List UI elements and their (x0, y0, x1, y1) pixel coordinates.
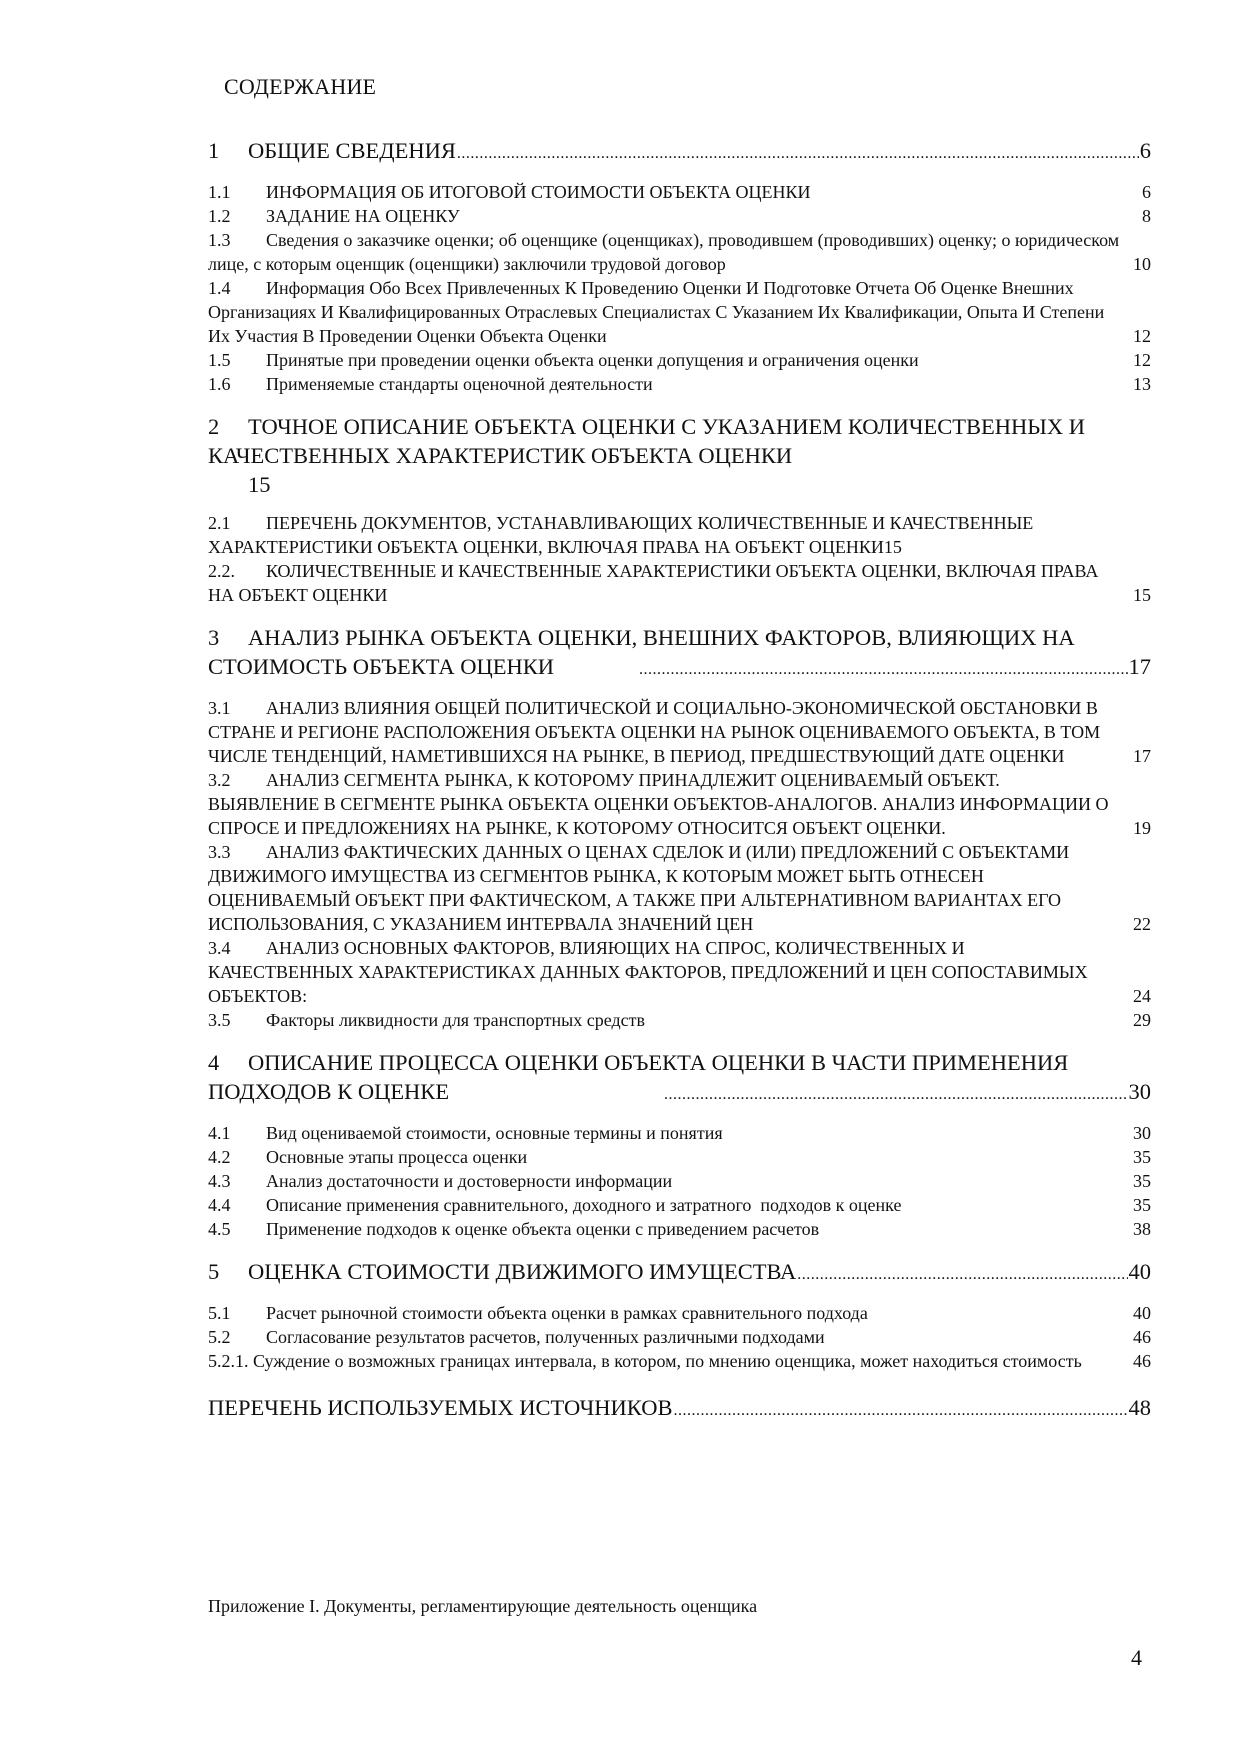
section-page: 6 (1139, 138, 1151, 163)
item-number: 5.1 (208, 1303, 231, 1323)
toc-section-3[interactable] (208, 623, 1151, 684)
item-title: КОЛИЧЕСТВЕННЫЕ И КАЧЕСТВЕННЫЕ ХАРАКТЕРИСТИКИ ОБЪЕКТА ОЦЕНКИ, ВКЛЮЧАЯ ПРАВА НА ОБЪЕКТ ОЦЕНКИ (208, 561, 1099, 605)
toc-item-3-5[interactable] (208, 1008, 1151, 1032)
item-page: 17 (1133, 746, 1151, 766)
item-title: Согласование результатов расчетов, полученных различными подходами (266, 1327, 825, 1347)
item-number: 5.2 (208, 1327, 231, 1347)
item-title: Сведения о заказчике оценки; об оценщике (оценщиках), проводившем (проводивших) оценку; о юридическом лице, с которым оценщик (оценщики) заключили трудовой договор (208, 230, 1120, 274)
item-title: Принятые при проведении оценки объекта оценки допущения и ограничения оценки (266, 350, 919, 370)
item-number: 3.1 (208, 698, 231, 718)
toc-section-5[interactable] (208, 1257, 1151, 1289)
item-page: 30 (1133, 1123, 1151, 1143)
item-number: 4.4 (208, 1195, 231, 1215)
page-number: 4 (1131, 1645, 1142, 1670)
item-page: 12 (1133, 350, 1151, 370)
item-title: АНАЛИЗ ФАКТИЧЕСКИХ ДАННЫХ О ЦЕНАХ СДЕЛОК И (ИЛИ) ПРЕДЛОЖЕНИЙ С ОБЪЕКТАМИ ДВИЖИМОГО ИМУЩЕСТВА ИЗ СЕГМЕНТОВ РЫНКА, К КОТОРЫМ МОЖЕТ БЫТЬ ОТНЕСЕН ОЦЕНИВАЕМЫЙ ОБЪЕКТ ПРИ ФАКТИЧЕСКОМ, А ТАКЖЕ ПРИ АЛЬТЕРНАТИВНОМ ВАРИАНТАХ ЕГО ИСПОЛЬЗОВАНИЯ, С УКАЗАНИЕМ ИНТЕРВАЛА ЗНАЧЕНИЙ ЦЕН (208, 842, 1070, 934)
item-number: 4.2 (208, 1147, 231, 1167)
item-page: 13 (1133, 374, 1151, 394)
item-title: Описание применения сравнительного, доходного и затратного подходов к оценке (266, 1195, 902, 1215)
item-title: ЗАДАНИЕ НА ОЦЕНКУ (266, 206, 460, 226)
item-page: 10 (1133, 254, 1151, 274)
section-number: 1 (208, 138, 220, 163)
item-title: Расчет рыночной стоимости объекта оценки в рамках сравнительного подхода (266, 1303, 868, 1323)
dot-leader (664, 1077, 1128, 1109)
item-title: Основные этапы процесса оценки (266, 1147, 528, 1167)
item-page: 29 (1133, 1010, 1151, 1030)
toc-item-2-1[interactable] (208, 511, 1151, 559)
toc-sources[interactable] (208, 1393, 1151, 1425)
toc-item-4-5[interactable] (208, 1217, 1151, 1241)
section-title: ОПИСАНИЕ ПРОЦЕССА ОЦЕНКИ ОБЪЕКТА ОЦЕНКИ В ЧАСТИ ПРИМЕНЕНИЯ ПОДХОДОВ К ОЦЕНКЕ (208, 1050, 1069, 1104)
section-page: 15 (248, 472, 271, 497)
section-number: 2 (208, 414, 220, 439)
dot-leader (673, 1393, 1127, 1425)
item-page: 46 (1133, 1327, 1151, 1347)
item-number: 3.2 (208, 770, 231, 790)
item-number: 4.5 (208, 1219, 231, 1239)
item-number: 1.3 (208, 230, 231, 250)
toc-item-5-1[interactable] (208, 1301, 1151, 1325)
section-number: 4 (208, 1050, 220, 1075)
item-title: Анализ достаточности и достоверности информации (266, 1171, 673, 1191)
toc-item-4-1[interactable] (208, 1121, 1151, 1145)
toc-item-5-2[interactable] (208, 1325, 1151, 1349)
dot-leader (639, 652, 1128, 684)
item-page: 46 (1133, 1351, 1151, 1371)
item-number: 1.4 (208, 278, 231, 298)
section-page: 30 (1128, 1079, 1151, 1104)
toc-item-3-1[interactable] (208, 696, 1151, 768)
item-page: 15 (883, 537, 902, 557)
item-title: Вид оцениваемой стоимости, основные термины и понятия (266, 1123, 723, 1143)
toc-item-1-2[interactable] (208, 204, 1151, 228)
item-title: Факторы ликвидности для транспортных средств (266, 1010, 646, 1030)
sources-page: 48 (1128, 1395, 1151, 1420)
section-number: 5 (208, 1259, 220, 1284)
toc-section-2[interactable] (208, 412, 1151, 499)
section-title: ОЦЕНКА СТОИМОСТИ ДВИЖИМОГО ИМУЩЕСТВА (248, 1259, 797, 1284)
item-number: 3.4 (208, 938, 231, 958)
item-page: 19 (1133, 818, 1151, 838)
item-page: 40 (1133, 1303, 1151, 1323)
item-number: 5.2.1. (208, 1351, 249, 1371)
toc-item-1-1[interactable] (208, 180, 1151, 204)
toc-item-2-2[interactable] (208, 559, 1151, 607)
item-number: 4.1 (208, 1123, 231, 1143)
item-number: 1.2 (208, 206, 231, 226)
item-page: 6 (1142, 182, 1151, 202)
appendix-entry[interactable]: Приложение I. Документы, регламентирующие деятельность оценщика (208, 1596, 758, 1616)
item-page: 8 (1142, 206, 1151, 226)
toc-item-4-3[interactable] (208, 1169, 1151, 1193)
item-number: 2.1 (208, 513, 231, 533)
item-title: АНАЛИЗ ОСНОВНЫХ ФАКТОРОВ, ВЛИЯЮЩИХ НА СПРОС, КОЛИЧЕСТВЕННЫХ И КАЧЕСТВЕННЫХ ХАРАКТЕРИСТИКАХ ДАННЫХ ФАКТОРОВ, ПРЕДЛОЖЕНИЙ И ЦЕН СОПОСТАВИМЫХ ОБЪЕКТОВ: (208, 938, 1088, 1006)
item-page: 35 (1133, 1147, 1151, 1167)
item-page: 12 (1133, 326, 1151, 346)
toc-item-1-5[interactable] (208, 348, 1151, 372)
item-page: 38 (1133, 1219, 1151, 1239)
item-title: Информация Обо Всех Привлеченных К Проведению Оценки И Подготовке Отчета Об Оценке Внешних Организациях И Квалифицированных Отраслевых Специалистах С Указанием Их Квалификации, Опыта И Степени Их Участия В Проведении Оценки Объекта Оценки (208, 278, 1105, 346)
toc-title: СОДЕРЖАНИЕ (224, 74, 377, 99)
section-title: ОБЩИЕ СВЕДЕНИЯ (248, 138, 456, 163)
section-title: ТОЧНОЕ ОПИСАНИЕ ОБЪЕКТА ОЦЕНКИ С УКАЗАНИЕМ КОЛИЧЕСТВЕННЫХ И КАЧЕСТВЕННЫХ ХАРАКТЕРИСТИК ОБЪЕКТА ОЦЕНКИ (208, 414, 1086, 468)
toc-item-1-4[interactable] (208, 276, 1151, 348)
toc-item-1-3[interactable] (208, 228, 1151, 276)
item-title: ИНФОРМАЦИЯ ОБ ИТОГОВОЙ СТОИМОСТИ ОБЪЕКТА ОЦЕНКИ (266, 182, 811, 202)
item-title: АНАЛИЗ ВЛИЯНИЯ ОБЩЕЙ ПОЛИТИЧЕСКОЙ И СОЦИАЛЬНО-ЭКОНОМИЧЕСКОЙ ОБСТАНОВКИ В СТРАНЕ И РЕГИОНЕ РАСПОЛОЖЕНИЯ ОБЪЕКТА ОЦЕНКИ НА РЫНОК ОЦЕНИВАЕМОГО ОБЪЕКТА, В ТОМ ЧИСЛЕ ТЕНДЕНЦИЙ, НАМЕТИВШИХСЯ НА РЫНКЕ, В ПЕРИОД, ПРЕДШЕСТВУЮЩИЙ ДАТЕ ОЦЕНКИ (208, 698, 1101, 766)
toc-section-1[interactable] (208, 136, 1151, 168)
item-title: Применяемые стандарты оценочной деятельности (266, 374, 653, 394)
toc-item-4-4[interactable] (208, 1193, 1151, 1217)
toc-item-5-2-1[interactable] (208, 1349, 1151, 1373)
item-page: 35 (1133, 1195, 1151, 1215)
sources-title: ПЕРЕЧЕНЬ ИСПОЛЬЗУЕМЫХ ИСТОЧНИКОВ (208, 1395, 673, 1420)
toc-item-3-3[interactable] (208, 840, 1151, 936)
toc-item-3-2[interactable] (208, 768, 1151, 840)
item-page: 35 (1133, 1171, 1151, 1191)
toc-item-1-6[interactable] (208, 372, 1151, 396)
item-number: 1.5 (208, 350, 231, 370)
toc-section-4[interactable] (208, 1048, 1151, 1109)
item-title: Применение подходов к оценке объекта оценки с приведением расчетов (266, 1219, 820, 1239)
dot-leader (797, 1257, 1127, 1289)
item-number: 3.3 (208, 842, 231, 862)
item-title: АНАЛИЗ СЕГМЕНТА РЫНКА, К КОТОРОМУ ПРИНАДЛЕЖИТ ОЦЕНИВАЕМЫЙ ОБЪЕКТ. ВЫЯВЛЕНИЕ В СЕГМЕНТЕ РЫНКА ОБЪЕКТА ОЦЕНКИ ОБЪЕКТОВ-АНАЛОГОВ. АНАЛИЗ ИНФОРМАЦИИ О СПРОСЕ И ПРЕДЛОЖЕНИЯХ НА РЫНКЕ, К КОТОРОМУ ОТНОСИТСЯ ОБЪЕКТ ОЦЕНКИ. (208, 770, 1109, 838)
section-page: 40 (1128, 1259, 1151, 1284)
section-number: 3 (208, 625, 220, 650)
section-page: 17 (1128, 654, 1151, 679)
item-number: 2.2. (208, 561, 235, 581)
item-title: Суждение о возможных границах интервала, в котором, по мнению оценщика, может находиться стоимость (253, 1351, 1082, 1371)
item-page: 22 (1133, 914, 1151, 934)
toc-item-3-4[interactable] (208, 936, 1151, 1008)
table-of-contents (208, 136, 1151, 1425)
item-number: 4.3 (208, 1171, 231, 1191)
dot-leader (457, 136, 1139, 168)
item-title: ПЕРЕЧЕНЬ ДОКУМЕНТОВ, УСТАНАВЛИВАЮЩИХ КОЛИЧЕСТВЕННЫЕ И КАЧЕСТВЕННЫЕ ХАРАКТЕРИСТИКИ ОБЪЕКТА ОЦЕНКИ, ВКЛЮЧАЯ ПРАВА НА ОБЪЕКТ ОЦЕНКИ (208, 513, 1034, 557)
item-number: 3.5 (208, 1010, 231, 1030)
item-number: 1.1 (208, 182, 231, 202)
item-number: 1.6 (208, 374, 231, 394)
toc-item-4-2[interactable] (208, 1145, 1151, 1169)
item-page: 15 (1133, 585, 1151, 605)
section-title: АНАЛИЗ РЫНКА ОБЪЕКТА ОЦЕНКИ, ВНЕШНИХ ФАКТОРОВ, ВЛИЯЮЩИХ НА СТОИМОСТЬ ОБЪЕКТА ОЦЕНКИ (208, 625, 1075, 679)
item-page: 24 (1133, 986, 1151, 1006)
